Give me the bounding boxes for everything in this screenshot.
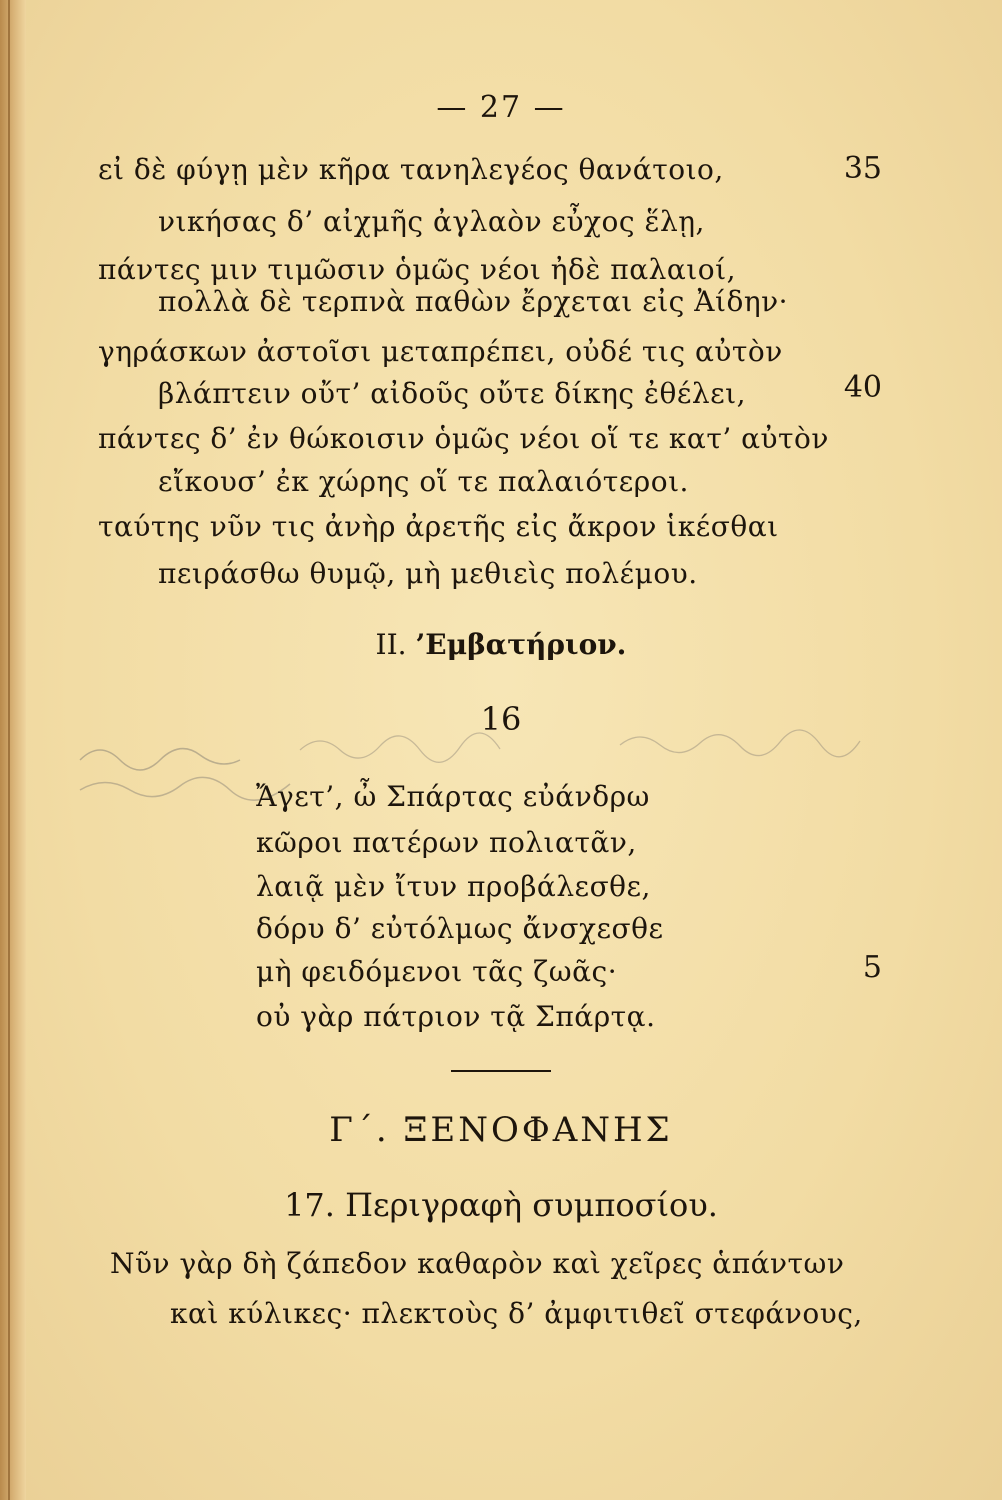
section-title: ’Εμβατήριον. bbox=[415, 628, 627, 661]
verse-line: νικήσας δ’ αἰχμῆς ἀγλαὸν εὖχος ἕλῃ, bbox=[158, 205, 705, 238]
verse-line: Νῦν γὰρ δὴ ζάπεδον καθαρὸν καὶ χεῖρες ἁπάντων bbox=[110, 1247, 845, 1280]
page-number: — 27 — bbox=[436, 90, 566, 125]
line-number: 35 bbox=[843, 151, 882, 186]
line-number: 40 bbox=[843, 370, 882, 405]
verse-line: καὶ κύλικες· πλεκτοὺς δ’ ἀμφιτιθεῖ στεφάνους, bbox=[170, 1297, 863, 1330]
verse-line: δόρυ δ’ εὐτόλμως ἄνσχεσθε bbox=[256, 912, 664, 945]
section-heading bbox=[0, 628, 1002, 661]
section-label: II. bbox=[375, 628, 407, 661]
verse-line: κῶροι πατέρων πολιατᾶν, bbox=[256, 826, 637, 859]
poem-title: 17. Περιγραφὴ συμποσίου. bbox=[284, 1186, 718, 1224]
verse-line: γηράσκων ἀστοῖσι μεταπρέπει, οὐδέ τις αὐτὸν bbox=[98, 335, 783, 368]
section-divider bbox=[451, 1070, 551, 1072]
poem-number: 16 bbox=[480, 700, 522, 738]
line-number: 5 bbox=[862, 950, 882, 985]
verse-line: πειράσθω θυμῷ, μὴ μεθιεὶς πολέμου. bbox=[158, 557, 698, 590]
verse-line: λαιᾷ μὲν ἴτυν προβάλεσθε, bbox=[256, 870, 651, 903]
verse-line: μὴ φειδόμενοι τᾶς ζωᾶς· bbox=[256, 955, 618, 988]
verse-line: βλάπτειν οὔτ’ αἰδοῦς οὔτε δίκης ἐθέλει, bbox=[158, 377, 747, 410]
verse-line: Ἄγετ’, ὦ Σπάρτας εὐάνδρω bbox=[256, 780, 650, 813]
verse-line: εἰ δὲ φύγῃ μὲν κῆρα τανηλεγέος θανάτοιο, bbox=[98, 153, 724, 186]
verse-line: πολλὰ δὲ τερπνὰ παθὼν ἔρχεται εἰς Ἀίδην· bbox=[158, 285, 789, 318]
verse-line: εἴκουσ’ ἐκ χώρης οἵ τε παλαιότεροι. bbox=[158, 465, 689, 498]
verse-line: πάντες δ’ ἐν θώκοισιν ὁμῶς νέοι οἵ τε κατ’ αὐτὸν bbox=[98, 422, 829, 455]
binding-edge bbox=[0, 0, 26, 1500]
verse-line: οὐ γὰρ πάτριον τᾷ Σπάρτᾳ. bbox=[256, 1000, 656, 1033]
author-heading: Γ΄. ΞΕΝΟΦΑΝΗΣ bbox=[329, 1110, 673, 1150]
binding-line bbox=[8, 0, 10, 1500]
verse-line: ταύτης νῦν τις ἀνὴρ ἀρετῆς εἰς ἄκρον ἱκέσθαι bbox=[98, 510, 779, 543]
verse-line: πάντες μιν τιμῶσιν ὁμῶς νέοι ἠδὲ παλαιοί, bbox=[98, 253, 736, 286]
